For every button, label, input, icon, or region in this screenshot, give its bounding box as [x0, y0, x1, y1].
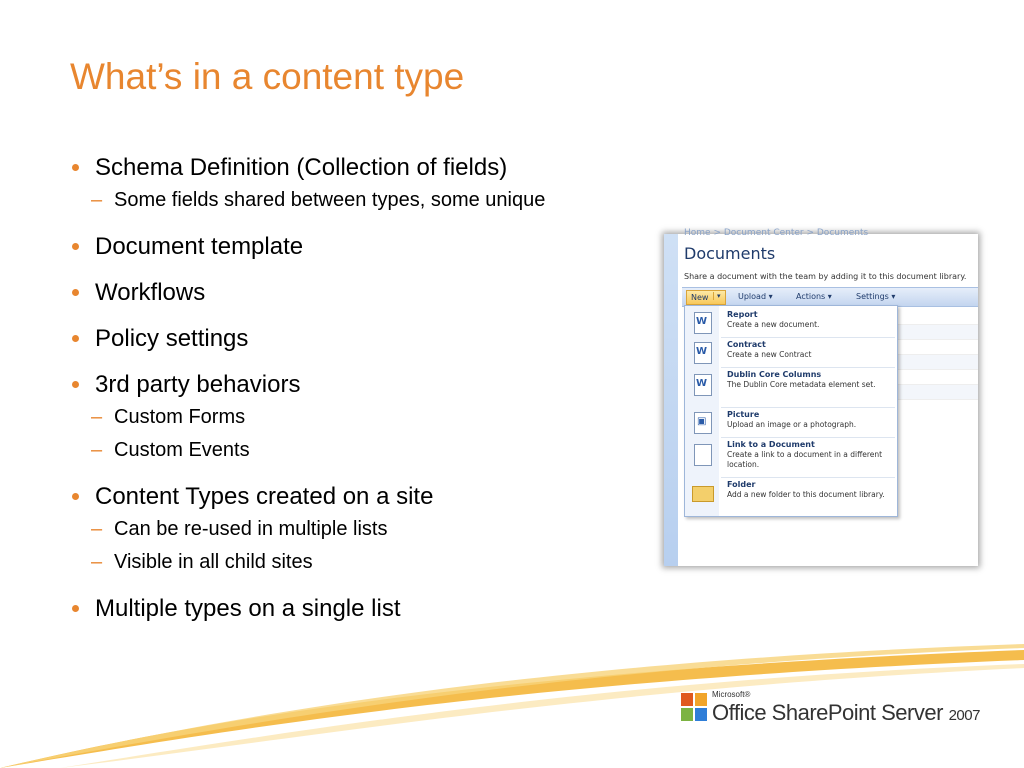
- dash-icon: –: [91, 439, 103, 461]
- bullet-text: Policy settings: [95, 325, 249, 352]
- slide-title: What’s in a content type: [70, 56, 465, 97]
- quick-launch-bar: [664, 234, 678, 566]
- list-row: [894, 310, 978, 325]
- sub-bullet-item: [72, 546, 672, 579]
- bullet-dot-icon: [72, 381, 79, 388]
- bullet-item: [72, 152, 672, 184]
- word-document-icon: [694, 312, 712, 334]
- bullet-text: Schema Definition (Collection of fields): [95, 154, 508, 181]
- product-year: 2007: [948, 707, 980, 724]
- menu-separator: [721, 407, 895, 408]
- menu-separator: [721, 337, 895, 338]
- bullet-text: Multiple types on a single list: [95, 595, 401, 622]
- bullet-dot-icon: [72, 289, 79, 296]
- actions-button[interactable]: Actions ▾: [796, 292, 832, 301]
- product-logo-text: [712, 700, 980, 726]
- menu-item-title: Picture: [727, 410, 760, 419]
- sub-bullet-item: [72, 513, 672, 546]
- bullet-item: [72, 369, 672, 401]
- sub-bullet-item: [72, 434, 672, 467]
- dash-icon: –: [91, 189, 103, 211]
- menu-separator: [721, 367, 895, 368]
- document-list-rows: [894, 310, 978, 400]
- bullet-text: Workflows: [95, 279, 206, 306]
- bullet-item: [72, 481, 672, 513]
- list-row: [894, 385, 978, 400]
- menu-item-description: Create a new document.: [727, 320, 820, 329]
- library-toolbar: [682, 287, 978, 307]
- bullet-dot-icon: [72, 164, 79, 171]
- bullet-dot-icon: [72, 493, 79, 500]
- menu-icon-gutter: [685, 306, 719, 516]
- bullet-text: Document template: [95, 233, 304, 260]
- menu-item-title: Link to a Document: [727, 440, 815, 449]
- bullet-dot-icon: [72, 243, 79, 250]
- bullet-list: [72, 152, 672, 625]
- picture-icon: [694, 412, 712, 434]
- menu-item-description: The Dublin Core metadata element set.: [727, 380, 876, 389]
- list-row: [894, 355, 978, 370]
- breadcrumb[interactable]: Home > Document Center > Documents: [684, 228, 869, 238]
- bullet-text: Content Types created on a site: [95, 483, 434, 510]
- sub-bullet-item: [72, 401, 672, 434]
- menu-item-description: Create a link to a document in a different location.: [727, 450, 883, 469]
- dash-icon: –: [91, 518, 103, 540]
- new-button-label: New: [691, 293, 709, 302]
- sub-bullet-text: Custom Forms: [114, 406, 246, 428]
- menu-item-description: Create a new Contract: [727, 350, 812, 359]
- menu-item-description: Upload an image or a photograph.: [727, 420, 857, 429]
- bullet-item: [72, 231, 672, 263]
- chevron-down-icon[interactable]: ▾: [713, 292, 721, 300]
- upload-button[interactable]: Upload ▾: [738, 292, 773, 301]
- sub-bullet-text: Visible in all child sites: [114, 551, 313, 573]
- list-row: [894, 370, 978, 385]
- bullet-text: 3rd party behaviors: [95, 371, 301, 398]
- library-title: Documents: [684, 244, 776, 263]
- menu-separator: [721, 437, 895, 438]
- sub-bullet-text: Can be re-used in multiple lists: [114, 518, 388, 540]
- menu-separator: [721, 477, 895, 478]
- blank-document-icon: [694, 444, 712, 466]
- menu-item-title: Report: [727, 310, 758, 319]
- product-name: Office SharePoint Server: [712, 700, 943, 725]
- microsoft-wordmark: Microsoft®: [712, 690, 751, 699]
- word-document-icon: [694, 374, 712, 396]
- menu-item-title: Contract: [727, 340, 766, 349]
- new-button[interactable]: [686, 290, 726, 305]
- dash-icon: –: [91, 551, 103, 573]
- sub-bullet-item: [72, 184, 672, 217]
- dash-icon: –: [91, 406, 103, 428]
- menu-item-description: Add a new folder to this document library.: [727, 490, 885, 499]
- sub-bullet-text: Some fields shared between types, some unique: [114, 189, 546, 211]
- sharepoint-screenshot: [664, 228, 978, 566]
- new-dropdown-menu: [684, 305, 898, 517]
- bullet-dot-icon: [72, 605, 79, 612]
- menu-item-title: Dublin Core Columns: [727, 370, 822, 379]
- menu-item-title: Folder: [727, 480, 756, 489]
- list-row: [894, 325, 978, 340]
- bullet-item: [72, 323, 672, 355]
- office-logo-icon: [680, 692, 708, 722]
- list-row: [894, 340, 978, 355]
- word-document-icon: [694, 342, 712, 364]
- library-description: Share a document with the team by adding it to this document library.: [684, 272, 967, 281]
- sub-bullet-text: Custom Events: [114, 439, 250, 461]
- bullet-item: [72, 277, 672, 309]
- bullet-item: [72, 593, 672, 625]
- settings-button[interactable]: Settings ▾: [856, 292, 896, 301]
- folder-icon: [692, 486, 714, 502]
- bullet-dot-icon: [72, 335, 79, 342]
